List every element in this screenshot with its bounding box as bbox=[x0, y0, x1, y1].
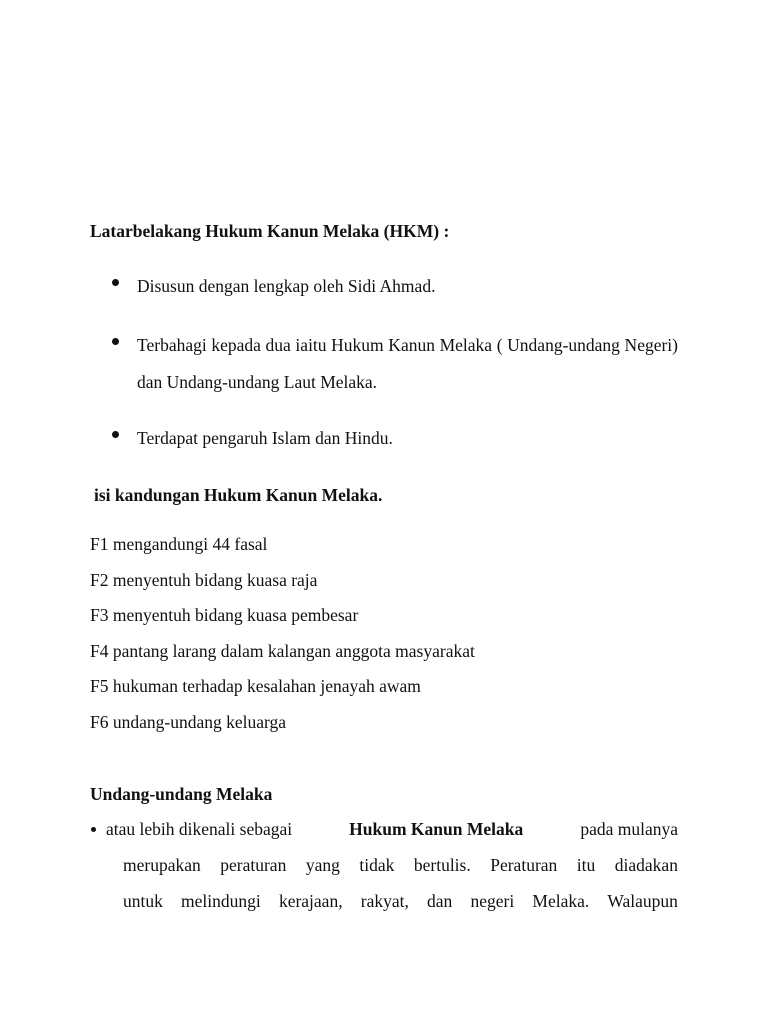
paragraph-word: rakyat, bbox=[360, 891, 409, 911]
list-item: F2 menyentuh bidang kuasa raja bbox=[90, 569, 318, 590]
bullet-text: Disusun dengan lengkap oleh Sidi Ahmad. bbox=[137, 276, 436, 296]
paragraph-word: melindungi bbox=[181, 891, 261, 911]
bullet-icon bbox=[112, 431, 119, 438]
list-item: F1 mengandungi 44 fasal bbox=[90, 534, 268, 554]
paragraph-word: peraturan bbox=[220, 855, 287, 875]
bullet-text: Terdapat pengaruh Islam dan Hindu. bbox=[137, 428, 393, 448]
paragraph-word: Peraturan bbox=[490, 855, 558, 875]
paragraph-word: dan bbox=[427, 891, 453, 911]
list-item: F5 hukuman terhadap kesalahan jenayah awam bbox=[90, 676, 421, 697]
bullet-icon bbox=[112, 338, 119, 345]
list-item: F3 menyentuh bidang kuasa pembesar bbox=[90, 605, 359, 626]
paragraph-word: negeri bbox=[470, 891, 515, 911]
paragraph-suffix: pada mulanya bbox=[580, 819, 678, 839]
section-heading-isi-kandungan: isi kandungan Hukum Kanun Melaka. bbox=[94, 485, 383, 505]
section-heading-latarbelakang: Latarbelakang Hukum Kanun Melaka (HKM) : bbox=[90, 221, 450, 241]
section-heading-undang-undang-melaka: Undang-undang Melaka bbox=[90, 784, 273, 804]
paragraph-word: bertulis. bbox=[413, 855, 471, 875]
paragraph-line bbox=[107, 883, 678, 919]
list-item: F6 undang-undang keluarga bbox=[90, 711, 287, 732]
paragraph-word: untuk bbox=[123, 891, 163, 911]
bullet-icon bbox=[112, 279, 119, 286]
bullet-text: Terbahagi kepada dua iaitu Hukum Kanun Melaka ( Undang-undang Negeri) dan Undang-undang Laut Melaka. bbox=[137, 335, 678, 392]
paragraph-word: Walaupun bbox=[607, 891, 678, 911]
paragraph-word: kerajaan, bbox=[278, 891, 343, 911]
paragraph-line bbox=[107, 847, 678, 883]
paragraph-word: Melaka. bbox=[532, 891, 590, 911]
paragraph bbox=[107, 811, 678, 919]
paragraph-word: merupakan bbox=[123, 855, 201, 875]
paragraph-word: yang bbox=[305, 855, 340, 875]
fasal-list bbox=[90, 527, 475, 741]
paragraph-word: diadakan bbox=[614, 855, 678, 875]
paragraph-word: itu bbox=[576, 855, 596, 875]
list-item: F4 pantang larang dalam kalangan anggota masyarakat bbox=[90, 640, 475, 661]
paragraph-bold-term: Hukum Kanun Melaka bbox=[349, 819, 524, 839]
paragraph-prefix: atau lebih dikenali sebagai bbox=[106, 819, 293, 839]
bullet-icon bbox=[91, 827, 96, 832]
paragraph-word: tidak bbox=[359, 855, 395, 875]
paragraph-line bbox=[107, 811, 678, 847]
